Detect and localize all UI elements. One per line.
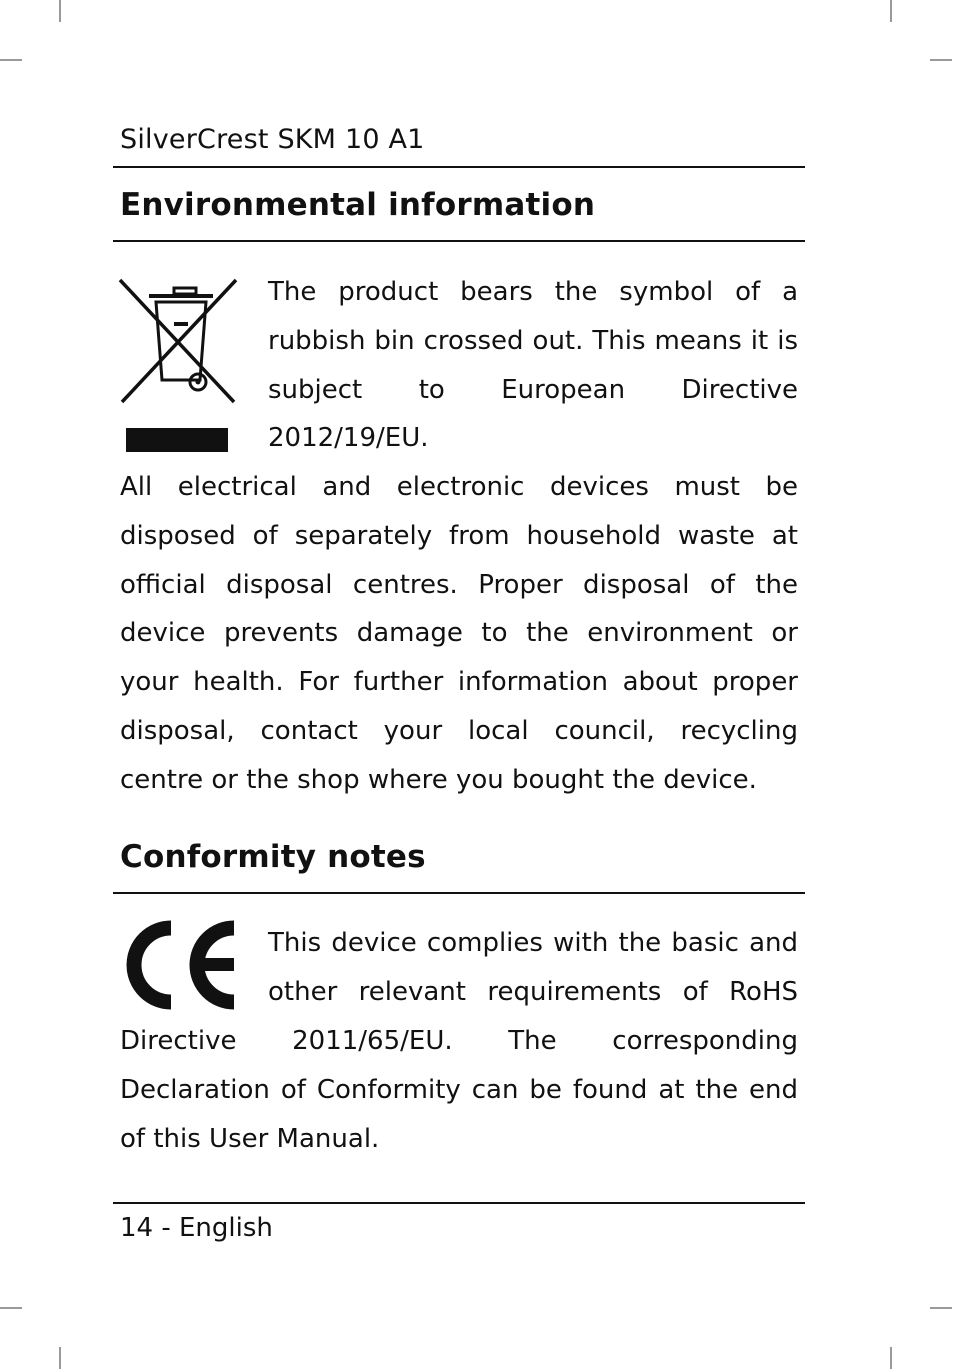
crop-mark-top-right-horizontal [930,59,952,61]
conformity-heading: Conformity notes [120,839,426,875]
crop-mark-top-left-horizontal [0,59,22,61]
crop-mark-bottom-left-horizontal [0,1307,22,1309]
crop-mark-top-right-vertical [890,0,892,22]
page-number-footer: 14 - English [120,1213,273,1243]
conformity-icon-paragraph: This device complies with the basic and other relevant requirements of RoHS [268,928,798,1007]
ce-mark-icon [116,920,240,1010]
footer-rule [113,1202,805,1204]
environmental-heading: Environmental information [120,187,596,223]
environmental-icon-paragraph: The product bears the symbol of a rubbish bin crossed out. This means it is subject to European Directive 2012/19/EU. [268,277,798,454]
crop-mark-bottom-right-horizontal [930,1307,952,1309]
crop-mark-bottom-left-vertical [59,1347,61,1369]
crop-mark-top-left-vertical [59,0,61,22]
conformity-heading-rule [113,892,805,894]
weee-crossed-bin-icon [116,276,240,456]
environmental-body-paragraph: All electrical and electronic devices must be disposed of separately from household waste at official disposal centres. Proper disposal of the device prevents damage to the environment or your health. For further information about proper disposal, contact your local council, recycling centre or the shop where you bought the device. [120,472,798,795]
crop-mark-bottom-right-vertical [890,1347,892,1369]
conformity-body-paragraph: Directive 2011/65/EU. The corresponding Declaration of Conformity can be found at the end of this User Manual. [120,1026,798,1154]
header-rule [113,166,805,168]
running-header: SilverCrest SKM 10 A1 [120,124,425,155]
environmental-heading-rule [113,240,805,242]
